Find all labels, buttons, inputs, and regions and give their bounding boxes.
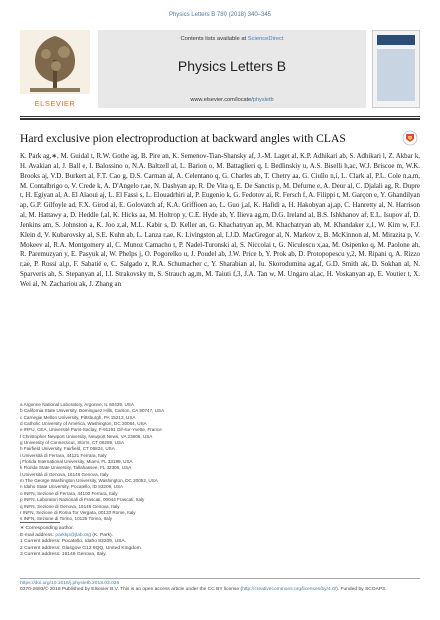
masthead — [20, 22, 420, 114]
affiliation-item: f Christopher Newport University, Newport News, VA 23606, USA — [20, 433, 153, 439]
footnote-3: 3 Current address: 16146 Genova, Italy. — [20, 552, 107, 558]
footnote-2: 2 Current address: Glasgow G12 8QQ, United Kingdom. — [20, 545, 143, 551]
footer-rule — [20, 578, 420, 579]
email-label: E-mail address: — [20, 532, 56, 538]
publisher-name: ELSEVIER — [34, 99, 76, 108]
affiliation-item: q INFN, Sezione di Genova, 16146 Genova, Italy — [20, 503, 120, 509]
license-link[interactable]: http://creativecommons.org/licenses/by/4.0/ — [242, 587, 337, 593]
affiliation-item: s INFN, Sezione di Torino, 10125 Torino, Italy — [20, 516, 113, 522]
license-prefix: 0370-2693/© 2018 Published by Elsevier B.V. This is an open access article under the CC BY license ( — [20, 587, 243, 593]
author-list: K. Park ag,∗, M. Guidal t, R.W. Gothe ag, B. Pire an, K. Semenov-Tian-Shansky af, J.-M. Laget al, K.P. Adhikari ab, S. Adhikari l, Z. Akbar k, H. Avakian al, J. Ball e, I. Balossino o, N.A. Baltzell al, L. Barion o, M. Battaglieri q, I. Bedlinskiy u, A.S. Biselli h,ac, W.J. Briscoe m, W.K. Brooks aj, V.D. Burkert al, F.T. Cao g, D.S. Carman al, A. Celentano q, G. Charles ab, T. Chetry aa, G. Ciullo n,i, L. Clark al, P.L. Cole n,a,m, M. Contalbrigo o, V. Crede k, A. D'Angelo r,ae, N. Dashyan ap, R. De Vita q, E. De Sanctis p, M. Defurne e, A. Deur al, C. Djalali ag, R. Dupre t, H. Egiyan al, A. El Alaoui aj, L. El Fassi s, L. Elouadrhiri al, P. Eugenio k, G. Fedotov ai, R. Fersch f, A. Filippi t, M. Garçon e, Y. Ghandilyan ap, G.P. Gilfoyle ad, F.X. Girod al, E. Golovatch af, K.A. Griffioen ao, L. Guo j,al, K. Hafidi a, H. Hakobyan aj,ap, C. Hanretty al, N. Harrison al, M. Hattawy a, D. Heddle f,al, K. Hicks aa, M. Holtrop y, C.E. Hyde ab, Y. Ilieva ag,m, D.G. Ireland al, B.S. Ishkhanov af, E.L. Isupov af, D. Jenkins am, S. Johnston a, K. Joo z,al, M.L. Kabir s, D. Keller an, G. Khachatryan ap, M. Khachatryan ab, M. Khandaker z,1, W. Kim w, F.J. Klein d, V. Kubarovsky al, S.E. Kuhn ab, L. Lanza r,ae, K. Livingston al, I.J.D. MacGregor al, N. Markov z, B. McKinnon al, M. Mirazita p, V. Mokeev al, R.A. Montgomery al, C. Munoz Camacho t, P. Nadel-Turonski al, S. Niccolai t, G. Niculescu x,aa, M. Osipenko q, M. Paolone ah, R. Paremuzyan y, E. Pasyuk al, W. Phelps j, O. Pogorelko u, J. Poudel ab, J.W. Price b, Y. Prok ab, D. Protopopescu y,2, M. Ripani q, A. Rizzo r,ae, P. Rossi al,p, F. Sabatié e, C. Salgado z, R.A. Schumacher c, Y. Sharabian al, Iu. Skorodumina ag,af, G.D. Smith ak, D. Sokhan al, N. Sparveris ah, S. Stepanyan al, I.I. Strakovsky m, S. Strauch ag,m, M. Taiuti f,3, J.A. Tan w, M. Ungaro al,ac, H. Voskanyan ap, E. Voutier t, X. Wei al, N. Zachariou ak, J. Zhang an — [20, 153, 420, 288]
footnote-rule — [20, 522, 60, 523]
crossmark-icon[interactable] — [402, 130, 418, 146]
masthead-rule — [20, 116, 420, 117]
affiliation-item: g University of Connecticut, Storrs, CT 06269, USA — [20, 440, 125, 446]
journal-homepage — [98, 97, 366, 103]
corresponding-note: ∗ Corresponding author. — [20, 526, 74, 531]
license-suffix: ). Funded by SCOAP3. — [336, 587, 387, 593]
affiliation-item: l Università di Genova, 16146 Genova, Italy — [20, 471, 109, 477]
elsevier-logo[interactable] — [20, 30, 90, 108]
footnote-1: 1 Current address: Pocatello, Idaho 83209, USA. — [20, 539, 127, 545]
affiliations — [20, 402, 420, 523]
contents-prefix: Contents lists available at — [180, 36, 248, 42]
page-footer — [20, 581, 420, 594]
affiliation-item: r INFN, Sezione di Roma Tor Vergata, 00133 Rome, Italy — [20, 509, 136, 515]
affiliation-item: b California State University, Dominguez Hills, Carson, CA 90747, USA — [20, 408, 165, 414]
affiliation-item: h Fairfield University, Fairfield, CT 06824, USA — [20, 446, 115, 452]
affiliation-item: k Florida State University, Tallahassee, FL 32306, USA — [20, 465, 132, 471]
contents-line — [98, 36, 366, 42]
affiliation-item: j Florida International University, Miami, FL 33199, USA — [20, 459, 133, 465]
license-line — [20, 587, 420, 593]
cover-header — [377, 35, 415, 45]
cover-body — [377, 49, 415, 101]
affiliation-item: a Argonne National Laboratory, Argonne, IL 60439, USA — [20, 402, 134, 407]
affiliation-item: c Carnegie Mellon University, Pittsburgh, PA 15213, USA — [20, 414, 136, 420]
affiliation-item: i Università di Ferrara, 44121 Ferrara, Italy — [20, 452, 107, 458]
homepage-prefix: www.elsevier.com/locate/ — [190, 97, 253, 103]
journal-banner — [98, 30, 366, 108]
homepage-link[interactable]: physletb — [252, 97, 274, 103]
affiliation-item: o INFN, Sezione di Ferrara, 44100 Ferrara, Italy — [20, 490, 118, 496]
footnotes — [20, 526, 420, 559]
affiliation-item: d Catholic University of America, Washington, DC 20064, USA — [20, 421, 147, 427]
journal-title[interactable]: Physics Letters B — [177, 58, 287, 74]
sciencedirect-link[interactable]: ScienceDirect — [247, 36, 284, 42]
affiliation-item: m The George Washington University, Washington, DC 20052, USA — [20, 478, 158, 484]
email-link[interactable]: parkkp@jlab.org — [55, 532, 92, 538]
doi-link[interactable]: https://doi.org/10.1016/j.physletb.2018.03.026 — [20, 581, 120, 586]
journal-cover-thumbnail[interactable] — [372, 30, 420, 108]
affiliation-item: n Idaho State University, Pocatello, ID 83209, USA — [20, 484, 124, 490]
elsevier-tree-icon — [20, 30, 90, 94]
masthead-rule-thick — [20, 118, 420, 120]
paper-title: Hard exclusive pion electroproduction at backward angles with CLAS — [20, 132, 346, 145]
email-suffix: (K. Park). — [91, 532, 114, 538]
affiliation-item: e IRFU, CEA, Université Paris-Saclay, F-91191 Gif-sur-Yvette, France — [20, 427, 162, 433]
journal-reference: Physics Letters B 780 (2018) 340–345 — [168, 12, 272, 18]
affiliation-item: p INFN, Laboratori Nazionali di Frascati, 00044 Frascati, Italy — [20, 497, 145, 503]
